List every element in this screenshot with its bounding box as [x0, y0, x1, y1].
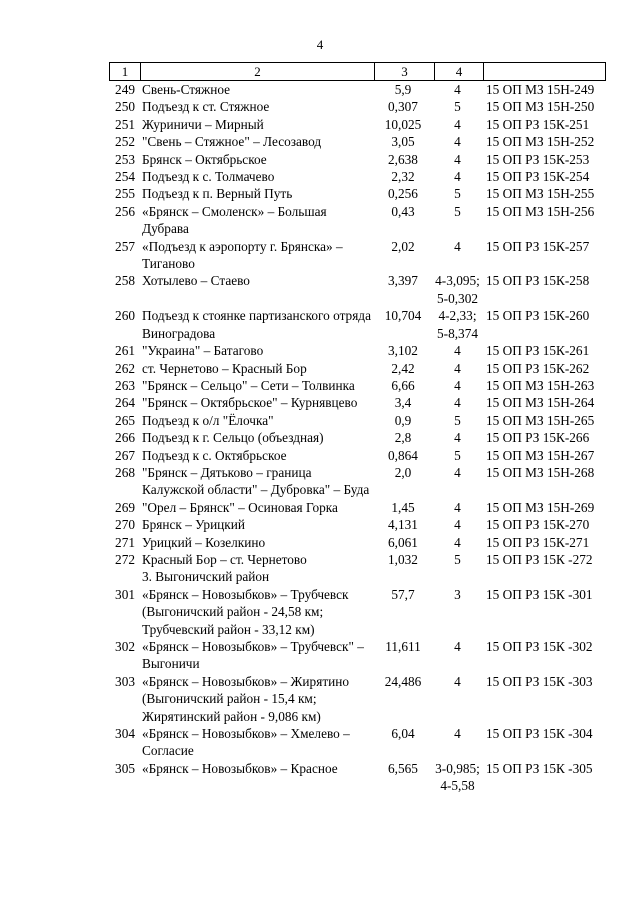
- road-code: 15 ОП РЗ 15К-253: [486, 151, 590, 167]
- road-code: 15 ОП МЗ 15Н-268: [486, 464, 595, 480]
- road-code: 15 ОП МЗ 15Н-255: [486, 186, 595, 202]
- road-name: Подъезд к стоянке партизанского отряда Виноградова: [142, 308, 371, 341]
- road-category: 4: [454, 116, 461, 132]
- road-category: 4: [454, 534, 461, 550]
- road-code: 15 ОП МЗ 15Н-269: [486, 499, 595, 515]
- road-length: 2,02: [391, 238, 415, 254]
- road-name: 3. Выгоничский район: [142, 569, 270, 585]
- roads-table: [109, 62, 606, 795]
- road-length: 2,42: [391, 360, 415, 376]
- row-number: 266: [115, 430, 135, 446]
- row-number: 263: [115, 377, 135, 393]
- table-row: [109, 360, 606, 377]
- road-code: 15 ОП РЗ 15К-260: [486, 308, 590, 324]
- table-row: [109, 203, 606, 238]
- road-length: 6,061: [388, 534, 418, 550]
- road-length: 5,9: [394, 82, 412, 97]
- road-name: «Брянск – Смоленск» – Большая Дубрава: [142, 203, 327, 237]
- road-category: 5: [454, 412, 461, 428]
- road-code: 15 ОП РЗ 15К -304: [486, 726, 593, 742]
- road-length: 3,397: [388, 273, 418, 289]
- road-code: [482, 568, 606, 585]
- table-row: [109, 516, 606, 533]
- road-name: ст. Чернетово – Красный Бор: [142, 360, 307, 376]
- road-code: 15 ОП РЗ 15К -305: [486, 760, 593, 776]
- table-row: [109, 81, 606, 98]
- table-row: [109, 377, 606, 394]
- road-name: "Брянск – Дятьково – граница Калужской области" – Дубровка" – Буда: [142, 464, 370, 498]
- road-name: "Брянск – Сельцо" – Сети – Толвинка: [142, 377, 355, 393]
- road-name: Подъезд к п. Верный Путь: [142, 186, 293, 202]
- row-number: 264: [115, 395, 135, 411]
- road-length: 2,8: [394, 430, 412, 446]
- row-number: 257: [115, 238, 135, 254]
- table-row: [109, 98, 606, 115]
- table-row: [109, 412, 606, 429]
- road-name: Подъезд к с. Октябрьское: [142, 447, 287, 463]
- row-number: [109, 568, 139, 585]
- road-name: Брянск – Октябрьское: [142, 151, 267, 167]
- road-category: 4: [454, 151, 461, 167]
- road-name: Журиничи – Мирный: [142, 116, 264, 132]
- table-row: [109, 673, 606, 725]
- road-length: 10,025: [384, 116, 422, 132]
- road-category: 4: [454, 639, 461, 654]
- road-code: 15 ОП МЗ 15Н-249: [486, 82, 595, 97]
- page-number: 4: [316, 37, 324, 52]
- road-category: 4: [454, 377, 461, 393]
- road-name: Красный Бор – ст. Чернетово: [142, 551, 307, 567]
- table-row: [109, 464, 606, 499]
- road-length: [373, 568, 433, 585]
- header-col-3: 3: [374, 63, 434, 80]
- road-name: Подъезд к ст. Стяжное: [142, 99, 270, 115]
- road-name: Подъезд к г. Сельцо (объездная): [142, 430, 324, 446]
- row-number: 267: [115, 447, 135, 463]
- road-length: 3,102: [388, 343, 418, 359]
- road-name: «Брянск – Новозыбков» – Красное: [142, 760, 338, 776]
- road-category: 4: [454, 673, 461, 689]
- road-length: 3,4: [394, 395, 412, 411]
- table-row: [109, 238, 606, 273]
- row-number: 270: [115, 517, 135, 533]
- table-row: [109, 551, 606, 568]
- road-code: 15 ОП РЗ 15К-266: [486, 430, 590, 446]
- road-code: 15 ОП РЗ 15К-261: [486, 343, 590, 359]
- road-length: 1,45: [391, 499, 415, 515]
- road-length: 4,131: [388, 517, 418, 533]
- table-row: [109, 168, 606, 185]
- road-length: 0,864: [388, 447, 418, 463]
- road-name: Урицкий – Козелкино: [142, 534, 266, 550]
- road-length: 0,9: [394, 412, 412, 428]
- row-number: 249: [115, 82, 135, 97]
- table-row: [109, 638, 606, 673]
- row-number: 269: [115, 499, 135, 515]
- road-name: "Украина" – Батагово: [142, 343, 264, 359]
- road-category: 5: [454, 447, 461, 463]
- header-col-4: 4: [434, 63, 483, 80]
- table-row: [109, 133, 606, 150]
- row-number: 302: [115, 639, 135, 654]
- road-name: "Свень – Стяжное" – Лесозавод: [142, 134, 322, 150]
- road-length: 6,04: [391, 726, 415, 742]
- road-category: 4: [454, 430, 461, 446]
- road-category: 4-2,33; 5-8,374: [437, 308, 478, 341]
- road-category: 4: [454, 343, 461, 359]
- row-number: 304: [115, 726, 135, 742]
- table-row: [109, 151, 606, 168]
- row-number: 262: [115, 360, 135, 376]
- row-number: 256: [115, 203, 135, 219]
- road-name: «Подъезд к аэропорту г. Брянска» – Тиганово: [142, 238, 343, 272]
- road-length: 0,256: [388, 186, 418, 202]
- road-code: 15 ОП РЗ 15К-258: [486, 273, 590, 289]
- road-length: 57,7: [391, 586, 415, 602]
- road-name: "Брянск – Октябрьское" – Курнявцево: [142, 395, 358, 411]
- road-code: 15 ОП РЗ 15К-254: [486, 169, 590, 185]
- road-length: 10,704: [384, 308, 422, 324]
- road-code: 15 ОП РЗ 15К -302: [486, 639, 593, 654]
- header-col-2: 2: [140, 63, 374, 80]
- road-category: 3-0,985; 4-5,58: [435, 760, 480, 794]
- road-length: 2,0: [394, 464, 412, 480]
- road-name: Подъезд к с. Толмачево: [142, 169, 275, 185]
- table-row: [109, 429, 606, 446]
- table-row: [109, 447, 606, 464]
- road-length: 0,43: [391, 203, 415, 219]
- row-number: 301: [115, 586, 135, 602]
- road-length: 1,032: [388, 551, 418, 567]
- table-header: [109, 62, 606, 81]
- road-code: 15 ОП МЗ 15Н-264: [486, 395, 595, 411]
- row-number: 251: [115, 116, 135, 132]
- road-code: 15 ОП РЗ 15К -301: [486, 586, 593, 602]
- row-number: 253: [115, 151, 135, 167]
- header-col-1: 1: [121, 64, 129, 79]
- road-code: 15 ОП РЗ 15К -272: [486, 551, 593, 567]
- table-row: [109, 307, 606, 342]
- road-name: Хотылево – Стаево: [142, 273, 250, 289]
- table-row: [109, 499, 606, 516]
- header-col-5: [483, 63, 607, 80]
- section-heading-row: [109, 568, 606, 585]
- road-code: 15 ОП МЗ 15Н-263: [486, 377, 595, 393]
- road-category: 3: [454, 586, 461, 602]
- road-length: 2,638: [388, 151, 418, 167]
- road-category: 4: [454, 238, 461, 254]
- table-body: [109, 81, 606, 795]
- road-code: 15 ОП РЗ 15К-271: [486, 534, 590, 550]
- row-number: 272: [115, 551, 135, 567]
- road-name: «Брянск – Новозыбков» – Трубчевск (Выгоничский район - 24,58 км; Трубчевский район - 33,12 км): [142, 586, 349, 637]
- road-name: Подъезд к о/л "Ёлочка": [142, 412, 274, 428]
- road-code: 15 ОП РЗ 15К-270: [486, 517, 590, 533]
- table-row: [109, 185, 606, 202]
- road-name: Брянск – Урицкий: [142, 517, 245, 533]
- road-category: 5: [454, 551, 461, 567]
- row-number: 258: [115, 273, 135, 289]
- road-code: 15 ОП МЗ 15Н-265: [486, 412, 595, 428]
- table-row: [109, 760, 606, 795]
- road-category: 4: [454, 726, 461, 742]
- row-number: 271: [115, 534, 135, 550]
- road-code: 15 ОП МЗ 15Н-267: [486, 447, 595, 463]
- road-name: «Брянск – Новозыбков» – Жирятино (Выгоничский район - 15,4 км; Жирятинский район - 9,086 км): [142, 673, 350, 724]
- road-length: 11,611: [385, 639, 421, 654]
- road-category: 4: [454, 464, 461, 480]
- road-name: Свень-Стяжное: [142, 82, 231, 97]
- row-number: 254: [115, 169, 135, 185]
- road-code: 15 ОП МЗ 15Н-256: [486, 203, 595, 219]
- road-category: 4: [454, 499, 461, 515]
- road-category: [433, 568, 482, 585]
- road-code: 15 ОП РЗ 15К-251: [486, 116, 590, 132]
- road-name: «Брянск – Новозыбков» – Трубчевск" – Выгоничи: [142, 639, 364, 672]
- road-name: «Брянск – Новозыбков» – Хмелево – Согласие: [142, 726, 350, 759]
- road-length: 6,565: [388, 760, 418, 776]
- row-number: 305: [115, 760, 135, 776]
- row-number: 260: [115, 308, 135, 324]
- table-row: [109, 725, 606, 760]
- road-length: 24,486: [384, 673, 422, 689]
- road-code: 15 ОП РЗ 15К-257: [486, 238, 590, 254]
- row-number: 250: [115, 99, 135, 115]
- road-category: 5: [454, 186, 461, 202]
- row-number: 268: [115, 464, 135, 480]
- road-length: 2,32: [391, 169, 415, 185]
- road-length: 0,307: [388, 99, 418, 115]
- table-row: [109, 394, 606, 411]
- road-code: 15 ОП РЗ 15К -303: [486, 673, 593, 689]
- road-category: 4: [454, 82, 461, 97]
- road-name: "Орел – Брянск" – Осиновая Горка: [142, 499, 338, 515]
- road-category: 4: [454, 360, 461, 376]
- road-category: 5: [454, 99, 461, 115]
- table-row: [109, 116, 606, 133]
- row-number: 252: [115, 134, 135, 150]
- road-category: 5: [454, 203, 461, 219]
- road-code: 15 ОП МЗ 15Н-252: [486, 134, 595, 150]
- row-number: 303: [115, 673, 135, 689]
- table-row: [109, 534, 606, 551]
- row-number: 255: [115, 186, 135, 202]
- road-category: 4-3,095; 5-0,302: [435, 273, 480, 306]
- road-length: 6,66: [391, 377, 415, 393]
- table-row: [109, 272, 606, 307]
- road-category: 4: [454, 517, 461, 533]
- row-number: 265: [115, 412, 135, 428]
- table-row: [109, 586, 606, 638]
- row-number: 261: [115, 343, 135, 359]
- road-category: 4: [454, 169, 461, 185]
- road-code: 15 ОП РЗ 15К-262: [486, 360, 590, 376]
- table-row: [109, 342, 606, 359]
- road-category: 4: [454, 134, 461, 150]
- road-code: 15 ОП МЗ 15Н-250: [486, 99, 595, 115]
- road-length: 3,05: [391, 134, 415, 150]
- road-category: 4: [454, 395, 461, 411]
